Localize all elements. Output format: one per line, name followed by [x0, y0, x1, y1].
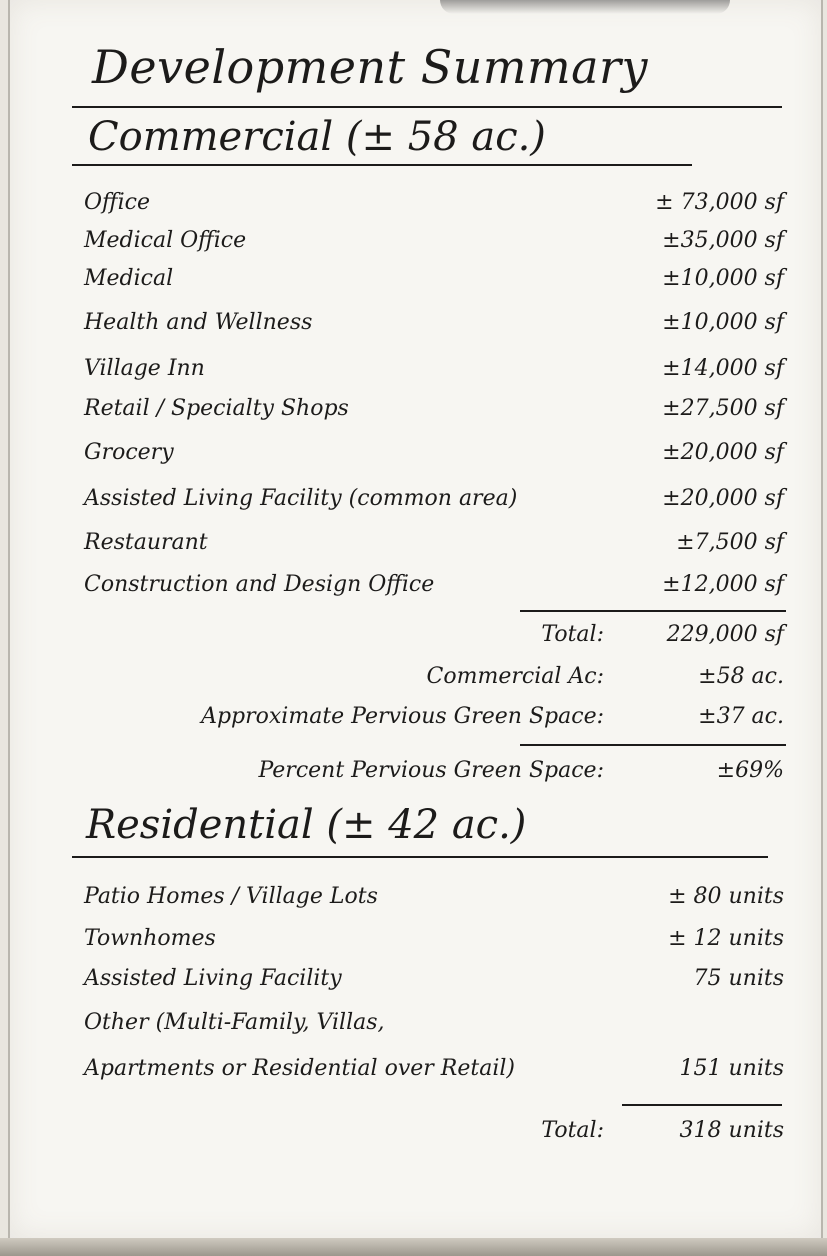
total-value: ±69% — [716, 758, 784, 783]
item-label: Patio Homes / Village Lots — [84, 884, 378, 909]
total-row — [84, 758, 784, 788]
item-label: Village Inn — [84, 356, 205, 381]
item-value: ±10,000 sf — [662, 266, 784, 291]
list-item — [84, 926, 784, 956]
total-value: ±58 ac. — [698, 664, 784, 689]
total-row — [84, 664, 784, 694]
list-item — [84, 1010, 784, 1040]
total-row — [84, 622, 784, 652]
item-label: Restaurant — [84, 530, 208, 555]
commercial-heading: Commercial (± 58 ac.) — [88, 114, 546, 160]
total-label: Total: — [541, 1118, 604, 1143]
item-value: 151 units — [679, 1056, 784, 1081]
list-item — [84, 966, 784, 996]
residential-total-rule — [622, 1104, 782, 1106]
item-label: Apartments or Residential over Retail) — [84, 1056, 515, 1081]
total-label: Total: — [541, 622, 604, 647]
item-value: ±10,000 sf — [662, 310, 784, 335]
commercial-underline — [72, 164, 692, 166]
list-item — [84, 266, 784, 296]
list-item — [84, 884, 784, 914]
list-item — [84, 396, 784, 426]
list-item — [84, 530, 784, 560]
subtotal-rule — [520, 610, 786, 612]
list-item — [84, 356, 784, 386]
total-value: 229,000 sf — [666, 622, 784, 647]
item-label: Grocery — [84, 440, 174, 465]
list-item — [84, 440, 784, 470]
total-label: Percent Pervious Green Space: — [258, 758, 604, 783]
item-value: 75 units — [693, 966, 784, 991]
item-label: Assisted Living Facility (common area) — [84, 486, 518, 511]
list-item — [84, 486, 784, 516]
total-label: Commercial Ac: — [426, 664, 604, 689]
item-label: Retail / Specialty Shops — [84, 396, 349, 421]
residential-underline — [72, 856, 768, 858]
list-item — [84, 310, 784, 340]
percent-rule — [520, 744, 786, 746]
list-item — [84, 1056, 784, 1086]
total-row — [84, 704, 784, 734]
item-value: ± 80 units — [668, 884, 784, 909]
residential-heading: Residential (± 42 ac.) — [86, 802, 527, 848]
item-value: ± 12 units — [668, 926, 784, 951]
item-label: Townhomes — [84, 926, 216, 951]
item-label: Medical Office — [84, 228, 247, 253]
item-value: ±20,000 sf — [662, 440, 784, 465]
item-value: ±35,000 sf — [662, 228, 784, 253]
item-value: ±12,000 sf — [662, 572, 784, 597]
item-label: Health and Wellness — [84, 310, 313, 335]
item-label: Construction and Design Office — [84, 572, 435, 597]
scan-smudge — [440, 0, 730, 14]
item-label: Medical — [84, 266, 174, 291]
title-underline — [72, 106, 782, 108]
item-label: Assisted Living Facility — [84, 966, 342, 991]
total-value: ±37 ac. — [698, 704, 784, 729]
page-title: Development Summary — [92, 40, 649, 94]
list-item — [84, 228, 784, 258]
page-bottom-edge — [0, 1238, 827, 1256]
item-value: ± 73,000 sf — [655, 190, 784, 215]
item-value: ±14,000 sf — [662, 356, 784, 381]
item-label: Office — [84, 190, 150, 215]
document-page — [8, 0, 823, 1238]
total-value: 318 units — [679, 1118, 784, 1143]
total-label: Approximate Pervious Green Space: — [201, 704, 604, 729]
item-value: ±7,500 sf — [676, 530, 784, 555]
item-label: Other (Multi-Family, Villas, — [84, 1010, 385, 1035]
total-row — [84, 1118, 784, 1148]
item-value: ±20,000 sf — [662, 486, 784, 511]
list-item — [84, 572, 784, 602]
item-value: ±27,500 sf — [662, 396, 784, 421]
list-item — [84, 190, 784, 220]
